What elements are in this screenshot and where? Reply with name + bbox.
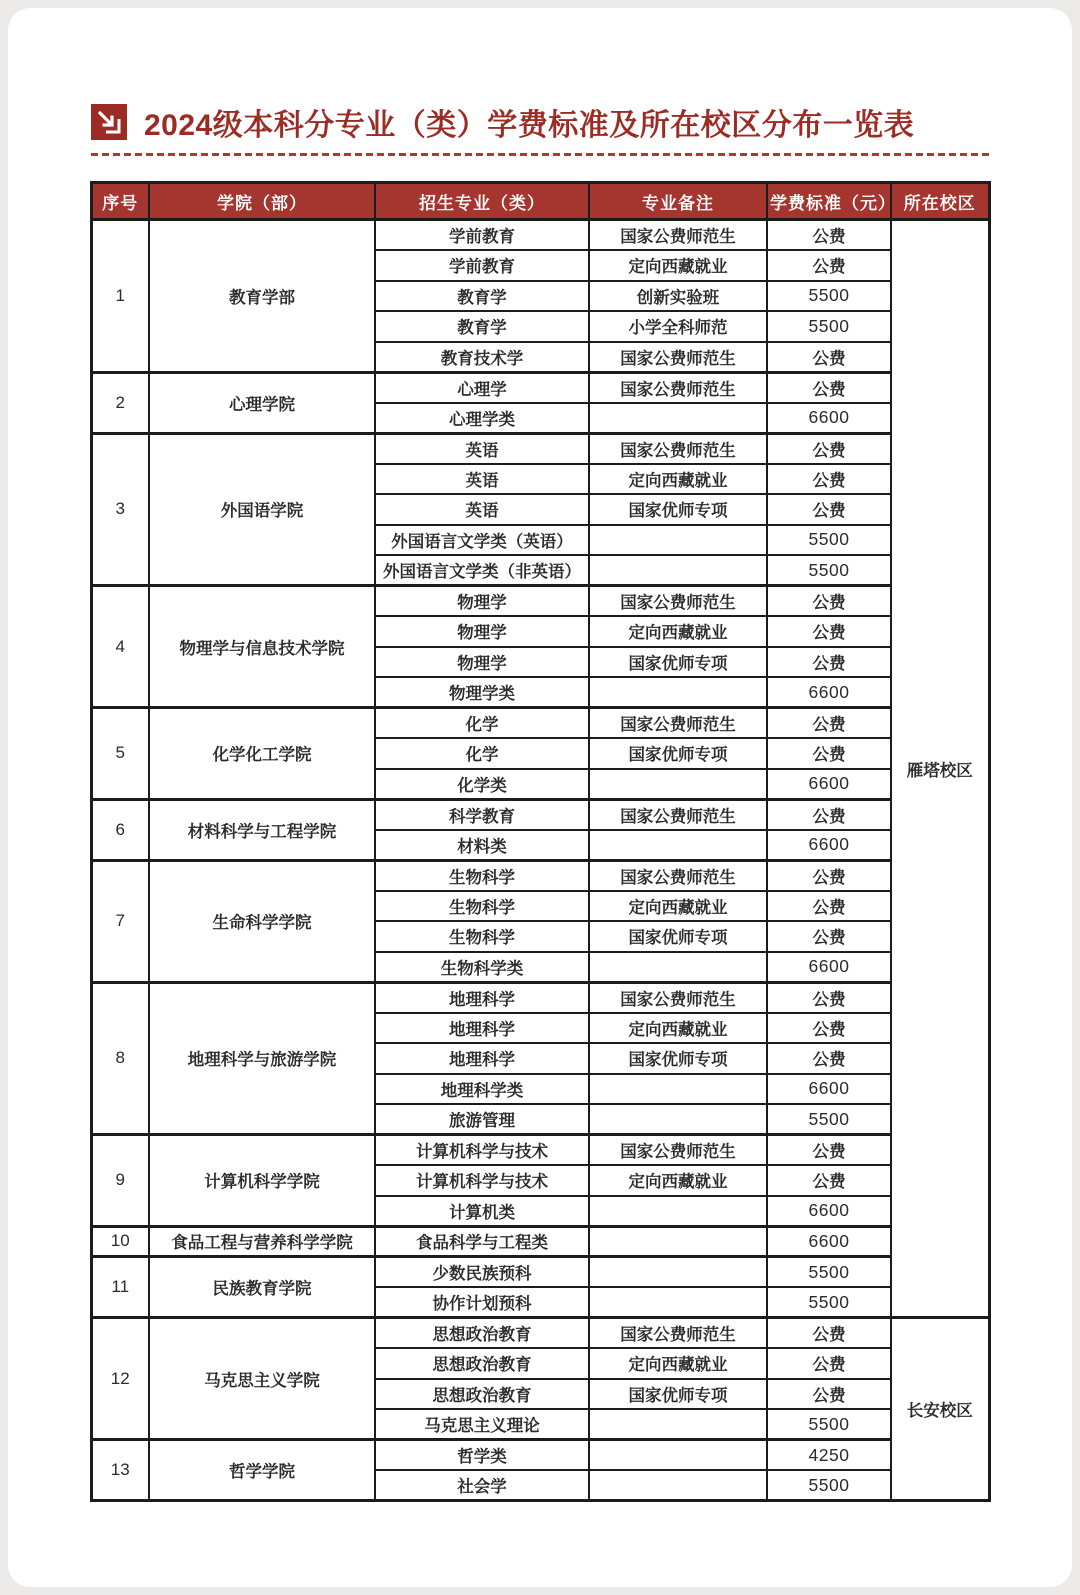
fee-cell: 4250 [767, 1440, 891, 1471]
major-cell: 计算机科学与技术 [375, 1165, 589, 1196]
college-name-cell: 计算机科学学院 [149, 1135, 375, 1227]
major-cell: 生物科学 [375, 860, 589, 891]
note-cell [589, 403, 767, 434]
college-no-cell: 4 [91, 586, 149, 708]
fee-cell: 6600 [767, 403, 891, 434]
major-cell: 心理学 [375, 372, 589, 403]
major-cell: 计算机科学与技术 [375, 1135, 589, 1166]
fee-cell: 公费 [767, 1043, 891, 1074]
fee-cell: 5500 [767, 311, 891, 342]
major-cell: 外国语言文学类（英语） [375, 525, 589, 556]
fee-cell: 公费 [767, 586, 891, 617]
note-cell: 国家优师专项 [589, 1379, 767, 1410]
fee-cell: 公费 [767, 891, 891, 922]
table-row [91, 220, 989, 251]
fee-cell: 公费 [767, 433, 891, 464]
note-cell [589, 1074, 767, 1105]
fee-cell: 5500 [767, 1104, 891, 1135]
note-cell [589, 830, 767, 861]
note-cell: 国家优师专项 [589, 494, 767, 525]
note-cell: 定向西藏就业 [589, 1013, 767, 1044]
campus-cell: 长安校区 [891, 1318, 989, 1501]
fee-cell: 6600 [767, 769, 891, 800]
column-header-3: 专业备注 [589, 183, 767, 220]
major-cell: 学前教育 [375, 250, 589, 281]
fee-cell: 5500 [767, 525, 891, 556]
note-cell [589, 1104, 767, 1135]
page-title: 2024级本科分专业（类）学费标准及所在校区分布一览表 [144, 109, 915, 142]
note-cell: 定向西藏就业 [589, 616, 767, 647]
fee-cell: 公费 [767, 799, 891, 830]
fee-cell: 6600 [767, 1074, 891, 1105]
fee-cell: 公费 [767, 1348, 891, 1379]
table-row [91, 433, 989, 464]
college-name-cell: 心理学院 [149, 372, 375, 433]
note-cell: 国家公费师范生 [589, 220, 767, 251]
note-cell [589, 677, 767, 708]
table-row [91, 1135, 989, 1166]
note-cell: 国家公费师范生 [589, 799, 767, 830]
note-cell: 国家公费师范生 [589, 1135, 767, 1166]
fee-cell: 5500 [767, 281, 891, 312]
note-cell [589, 1287, 767, 1318]
column-header-4: 学费标准（元） [767, 183, 891, 220]
table-row [91, 1318, 989, 1349]
major-cell: 生物科学类 [375, 952, 589, 983]
major-cell: 物理学 [375, 647, 589, 678]
major-cell: 少数民族预科 [375, 1257, 589, 1288]
table-row [91, 586, 989, 617]
fee-cell: 公费 [767, 1135, 891, 1166]
major-cell: 思想政治教育 [375, 1379, 589, 1410]
major-cell: 学前教育 [375, 220, 589, 251]
college-no-cell: 8 [91, 982, 149, 1135]
note-cell: 定向西藏就业 [589, 1348, 767, 1379]
arrow-down-right-icon [91, 104, 127, 140]
fee-cell: 公费 [767, 1318, 891, 1349]
fee-cell: 公费 [767, 1379, 891, 1410]
major-cell: 化学 [375, 738, 589, 769]
note-cell [589, 1257, 767, 1288]
note-cell: 创新实验班 [589, 281, 767, 312]
major-cell: 材料类 [375, 830, 589, 861]
major-cell: 外国语言文学类（非英语） [375, 555, 589, 586]
fee-cell: 公费 [767, 250, 891, 281]
note-cell: 定向西藏就业 [589, 464, 767, 495]
note-cell: 国家优师专项 [589, 738, 767, 769]
major-cell: 食品科学与工程类 [375, 1226, 589, 1257]
major-cell: 社会学 [375, 1470, 589, 1501]
college-name-cell: 材料科学与工程学院 [149, 799, 375, 860]
dashed-divider [91, 153, 989, 156]
major-cell: 旅游管理 [375, 1104, 589, 1135]
major-cell: 地理科学 [375, 1043, 589, 1074]
college-no-cell: 3 [91, 433, 149, 586]
college-no-cell: 1 [91, 220, 149, 373]
major-cell: 英语 [375, 464, 589, 495]
fee-cell: 5500 [767, 1409, 891, 1440]
fee-cell: 公费 [767, 738, 891, 769]
table-row [91, 708, 989, 739]
note-cell: 定向西藏就业 [589, 250, 767, 281]
major-cell: 化学类 [375, 769, 589, 800]
note-cell: 国家优师专项 [589, 647, 767, 678]
fee-cell: 公费 [767, 860, 891, 891]
college-name-cell: 物理学与信息技术学院 [149, 586, 375, 708]
table-row [91, 1440, 989, 1471]
major-cell: 思想政治教育 [375, 1318, 589, 1349]
fee-cell: 公费 [767, 647, 891, 678]
college-name-cell: 化学化工学院 [149, 708, 375, 800]
note-cell: 国家公费师范生 [589, 342, 767, 373]
college-no-cell: 11 [91, 1257, 149, 1318]
college-no-cell: 9 [91, 1135, 149, 1227]
table-row [91, 372, 989, 403]
note-cell [589, 555, 767, 586]
title-row [91, 100, 989, 144]
note-cell: 国家公费师范生 [589, 982, 767, 1013]
college-no-cell: 12 [91, 1318, 149, 1440]
fee-cell: 公费 [767, 616, 891, 647]
fee-cell: 公费 [767, 342, 891, 373]
major-cell: 计算机类 [375, 1196, 589, 1227]
fee-cell: 公费 [767, 220, 891, 251]
major-cell: 教育学 [375, 311, 589, 342]
major-cell: 物理学 [375, 616, 589, 647]
fee-cell: 公费 [767, 982, 891, 1013]
table-header [91, 183, 989, 220]
fee-cell: 5500 [767, 555, 891, 586]
note-cell [589, 525, 767, 556]
fee-cell: 公费 [767, 494, 891, 525]
column-header-0: 序号 [91, 183, 149, 220]
note-cell [589, 1226, 767, 1257]
fee-cell: 公费 [767, 372, 891, 403]
fee-cell: 公费 [767, 1013, 891, 1044]
college-name-cell: 教育学部 [149, 220, 375, 373]
major-cell: 物理学 [375, 586, 589, 617]
major-cell: 哲学类 [375, 1440, 589, 1471]
table-row [91, 1226, 989, 1257]
major-cell: 心理学类 [375, 403, 589, 434]
college-name-cell: 民族教育学院 [149, 1257, 375, 1318]
note-cell [589, 1470, 767, 1501]
column-header-1: 学院（部） [149, 183, 375, 220]
college-no-cell: 2 [91, 372, 149, 433]
note-cell: 国家优师专项 [589, 921, 767, 952]
major-cell: 英语 [375, 433, 589, 464]
college-name-cell: 马克思主义学院 [149, 1318, 375, 1440]
note-cell: 国家公费师范生 [589, 433, 767, 464]
header-row [91, 183, 989, 220]
college-name-cell: 食品工程与营养科学学院 [149, 1226, 375, 1257]
note-cell [589, 1440, 767, 1471]
column-header-5: 所在校区 [891, 183, 989, 220]
fee-cell: 公费 [767, 464, 891, 495]
note-cell [589, 1196, 767, 1227]
note-cell: 国家公费师范生 [589, 1318, 767, 1349]
fee-cell: 公费 [767, 708, 891, 739]
major-cell: 思想政治教育 [375, 1348, 589, 1379]
table-row [91, 860, 989, 891]
fee-cell: 公费 [767, 1165, 891, 1196]
major-cell: 生物科学 [375, 891, 589, 922]
major-cell: 生物科学 [375, 921, 589, 952]
note-cell [589, 769, 767, 800]
tuition-table [90, 181, 991, 1502]
fee-cell: 5500 [767, 1287, 891, 1318]
major-cell: 马克思主义理论 [375, 1409, 589, 1440]
major-cell: 地理科学 [375, 982, 589, 1013]
major-cell: 地理科学类 [375, 1074, 589, 1105]
major-cell: 协作计划预科 [375, 1287, 589, 1318]
college-name-cell: 生命科学学院 [149, 860, 375, 982]
table-row [91, 1257, 989, 1288]
college-name-cell: 外国语学院 [149, 433, 375, 586]
major-cell: 地理科学 [375, 1013, 589, 1044]
fee-cell: 公费 [767, 921, 891, 952]
content-card [8, 8, 1072, 1587]
fee-cell: 6600 [767, 952, 891, 983]
fee-cell: 6600 [767, 677, 891, 708]
college-name-cell: 哲学学院 [149, 1440, 375, 1501]
college-no-cell: 5 [91, 708, 149, 800]
note-cell: 国家公费师范生 [589, 586, 767, 617]
note-cell: 国家公费师范生 [589, 708, 767, 739]
table-row [91, 982, 989, 1013]
note-cell: 定向西藏就业 [589, 891, 767, 922]
table-row [91, 799, 989, 830]
major-cell: 英语 [375, 494, 589, 525]
note-cell [589, 1409, 767, 1440]
college-no-cell: 6 [91, 799, 149, 860]
fee-cell: 6600 [767, 830, 891, 861]
fee-cell: 5500 [767, 1470, 891, 1501]
fee-cell: 6600 [767, 1196, 891, 1227]
note-cell: 国家公费师范生 [589, 372, 767, 403]
major-cell: 物理学类 [375, 677, 589, 708]
major-cell: 化学 [375, 708, 589, 739]
note-cell [589, 952, 767, 983]
college-no-cell: 7 [91, 860, 149, 982]
college-name-cell: 地理科学与旅游学院 [149, 982, 375, 1135]
note-cell: 国家公费师范生 [589, 860, 767, 891]
major-cell: 教育学 [375, 281, 589, 312]
note-cell: 小学全科师范 [589, 311, 767, 342]
fee-cell: 6600 [767, 1226, 891, 1257]
table-body [91, 220, 989, 1501]
college-no-cell: 13 [91, 1440, 149, 1501]
major-cell: 科学教育 [375, 799, 589, 830]
major-cell: 教育技术学 [375, 342, 589, 373]
note-cell: 国家优师专项 [589, 1043, 767, 1074]
column-header-2: 招生专业（类） [375, 183, 589, 220]
fee-cell: 5500 [767, 1257, 891, 1288]
college-no-cell: 10 [91, 1226, 149, 1257]
note-cell: 定向西藏就业 [589, 1165, 767, 1196]
campus-cell: 雁塔校区 [891, 220, 989, 1318]
